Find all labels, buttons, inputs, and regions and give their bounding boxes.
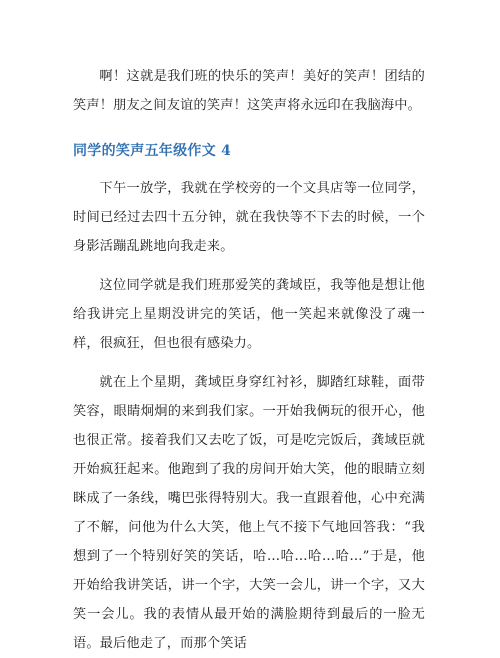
paragraph-2: 这位同学就是我们班那爱笑的龚域臣，我等他是想让他给我讲完上星期没讲完的笑话，他一笑起来就像没了魂一样，很疯狂，但也很有感染力。 (73, 278, 425, 351)
document-body (73, 62, 425, 658)
paragraph-intro: 啊！这就是我们班的快乐的笑声！美好的笑声！团结的笑声！朋友之间友谊的笑声！这笑声将永远印在我脑海中。 (73, 69, 425, 113)
paragraph-1: 下午一放学，我就在学校旁的一个文具店等一位同学，时间已经过去四十五分钟，就在我快等不下去的时候，一个身影活蹦乱跳地向我走来。 (73, 181, 425, 254)
section-title: 同学的笑声五年级作文 4 (73, 143, 232, 159)
paragraph-3: 就在上个星期，龚域臣身穿红衬衫，脚踏红球鞋，面带笑容，眼睛炯炯的来到我们家。一开始我俩玩的很开心，他也很正常。接着我们又去吃了饭，可是吃完饭后，龚域臣就开始疯狂起来。他跑到了我的房间开始大笑，他的眼睛立刻眯成了一条线，嘴巴张得特别大。我一直跟着他，心中充满了不解，问他为什么大笑，他上气不接下气地回答我：“我想到了一个特别好笑的笑话，哈...哈...哈...哈...”于是，他开始给我讲笑话，讲一个字，大笑一会儿，讲一个字，又大笑一会儿。我的表情从最开始的满脸期待到最后的一脸无语。最后他走了，而那个笑话 (73, 375, 425, 651)
